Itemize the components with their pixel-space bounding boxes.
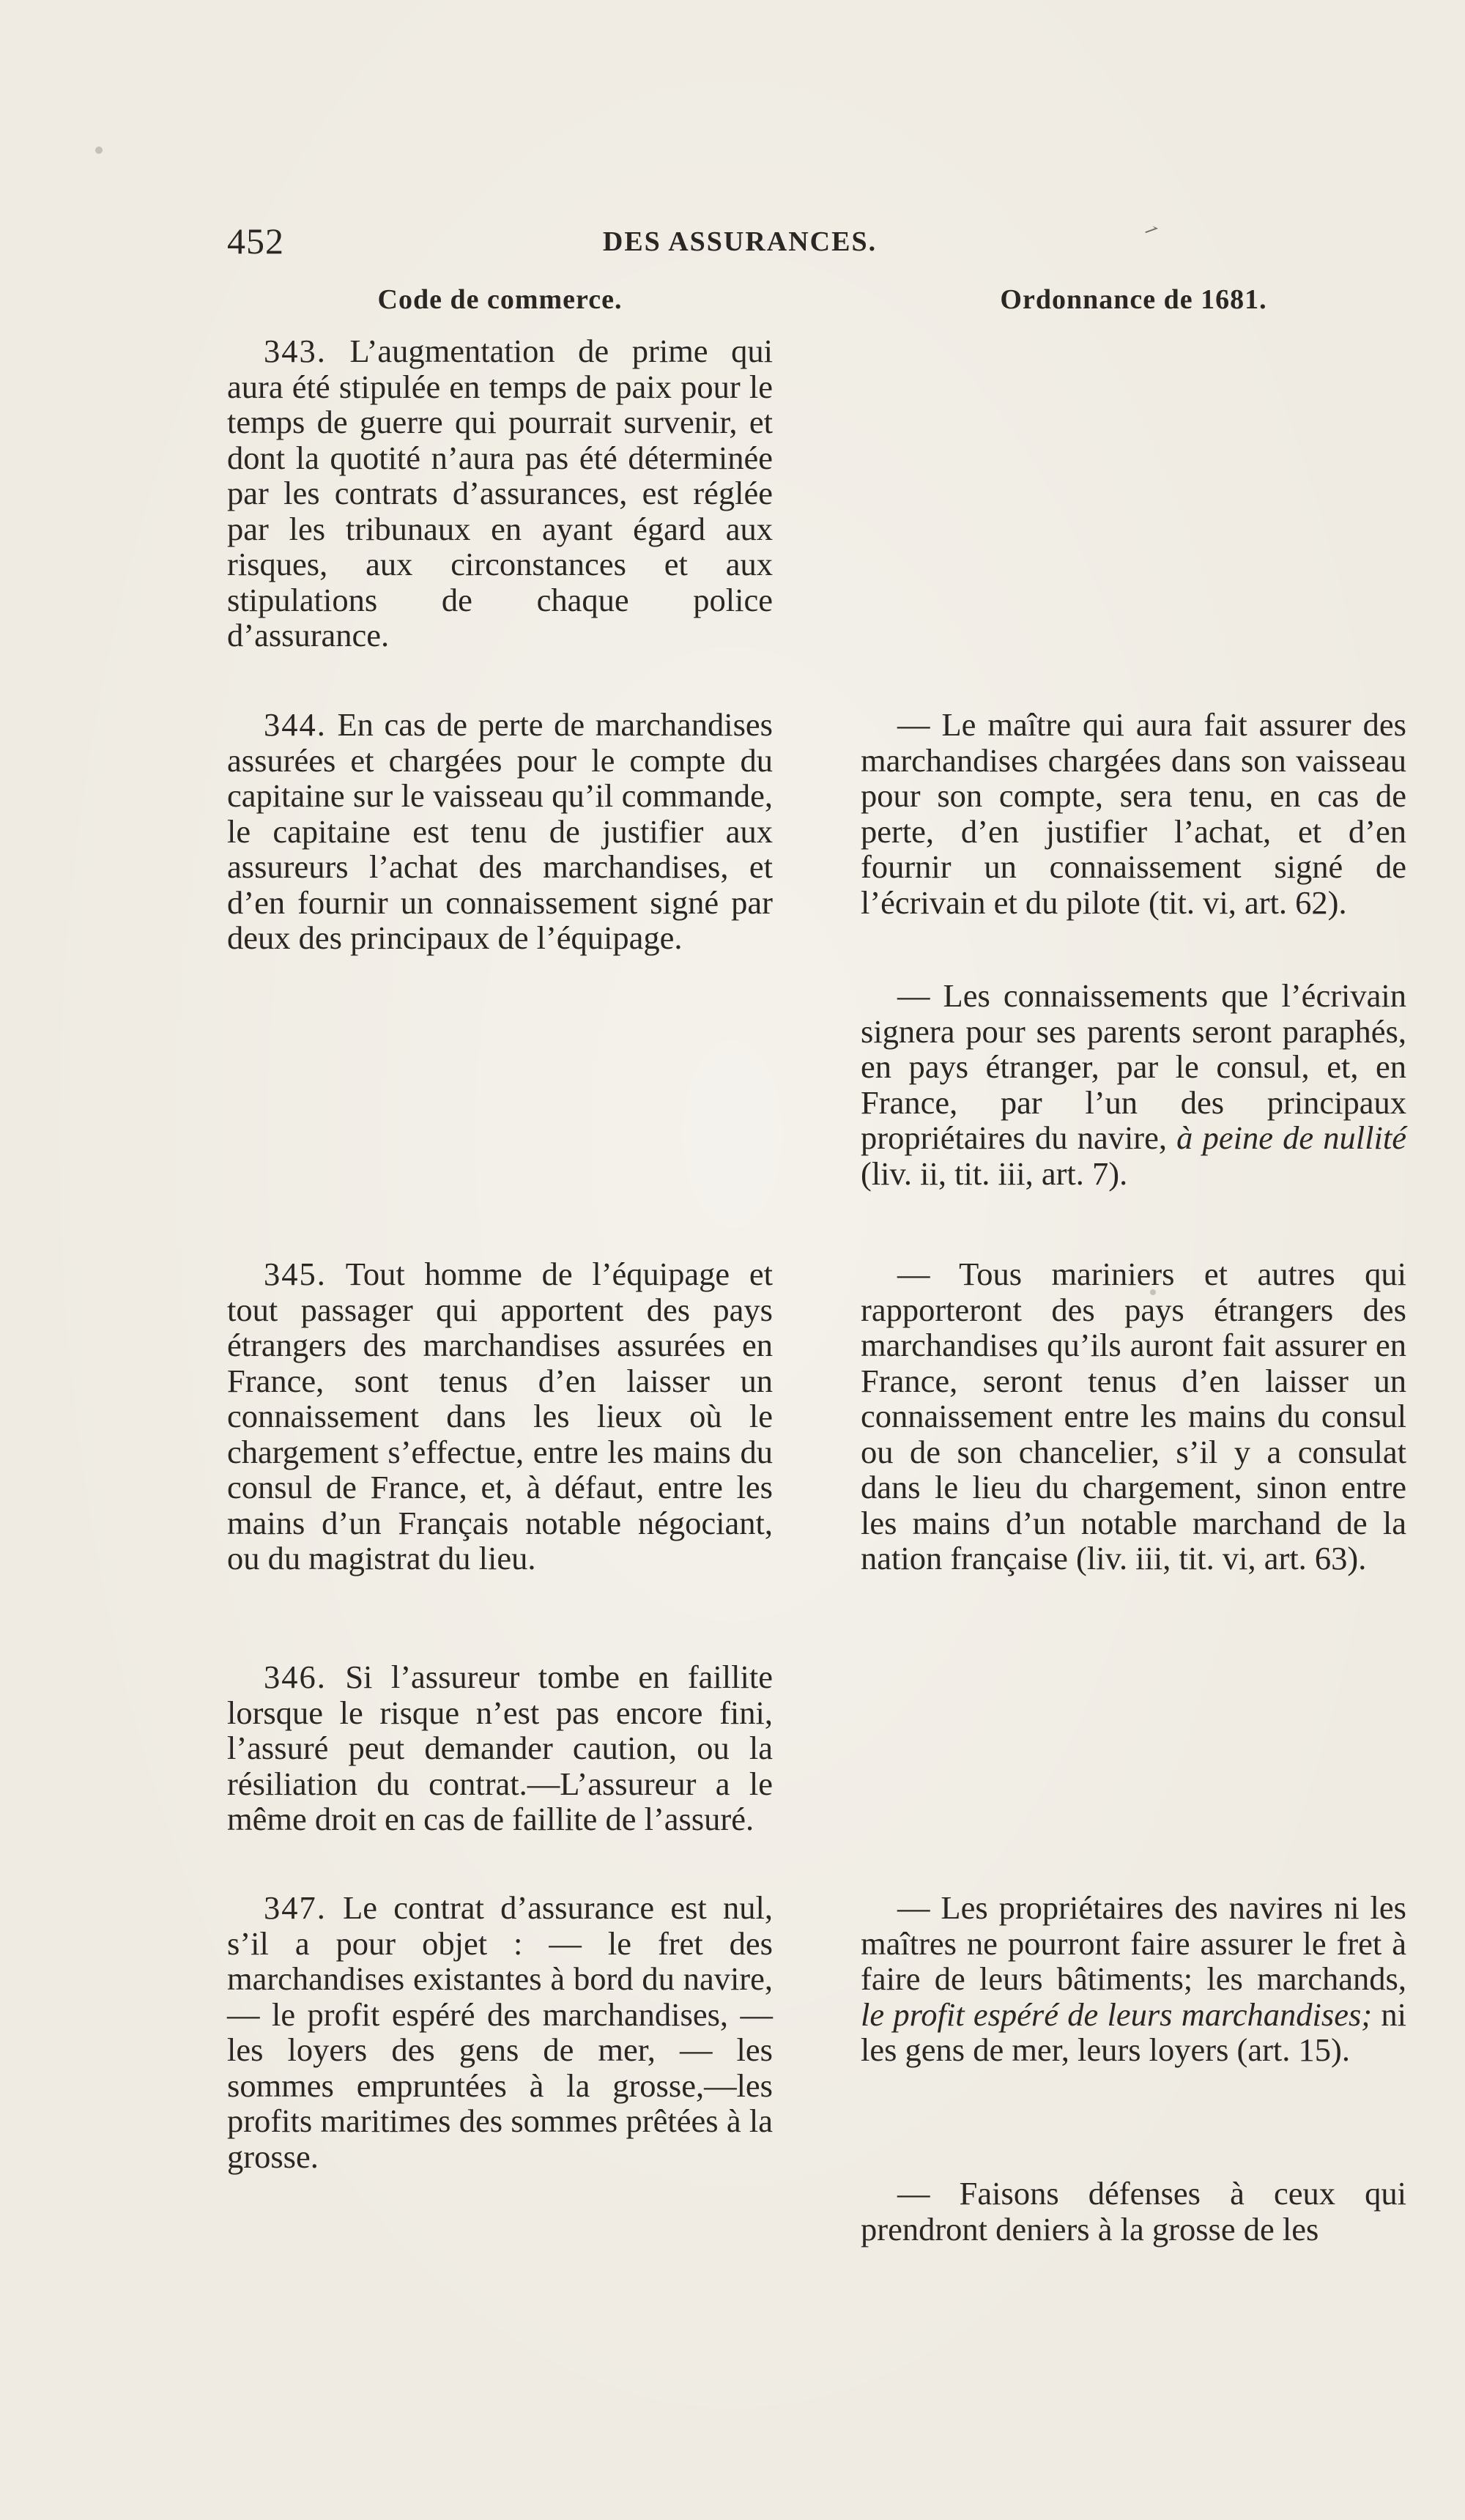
article-343 — [227, 333, 773, 653]
paper-spot — [95, 147, 103, 154]
article-text: En cas de perte de marchandises assurées et chargées pour le compte du capitaine sur le vaisseau qu’il commande, le capitaine est tenu de justifier aux assureurs l’achat des marchandises, et d’en fournir un connaissement signé par deux des principaux de l’équipage. — [227, 706, 773, 956]
ordonnance-paragraph: — Le maître qui aura fait assurer des marchandises chargées dans son vaisseau pour son compte, sera tenu, en cas de perte, d’en justifier l’achat, et d’en fournir un connaissement signé de l’écrivain et du pilote (tit. vi, art. 62). — [861, 706, 1406, 921]
article-text: Tout homme de l’équipage et tout passager qui apportent des pays étrangers des marchandises assurées en France, sont tenus d’en laisser un connaissement dans les lieux où le chargement s’effectue, entre les mains du consul de France, et, à défaut, entre les mains d’un Français notable négociant, ou du magistrat du lieu. — [227, 1256, 773, 1576]
article-text: Si l’assureur tombe en faillite lorsque le risque n’est pas encore fini, l’assuré peut demander caution, ou la résiliation du contrat.—L’assureur a le même droit en cas de faillite de l’assuré. — [227, 1659, 773, 1837]
running-head — [227, 220, 1253, 264]
ordonnance-paragraph: — Les connaissements que l’écrivain signera pour ses parents seront paraphés, en pays étranger, par le consul, et, en France, par l’un des principaux propriétaires du navire, à peine de nullité (liv. ii, tit. iii, art. 7). — [861, 977, 1406, 1192]
left-column-code-de-commerce — [227, 282, 774, 2175]
article-number: 345. — [264, 1256, 327, 1292]
article-number: 346. — [264, 1659, 327, 1695]
article-text: Le contrat d’assurance est nul, s’il a pour objet : — le fret des marchandises existantes à bord du navire, — le profit espéré des marchandises, — les loyers des gens de mer, — les sommes empruntées à la grosse,—les profits maritimes des sommes prêtées à la grosse. — [227, 1889, 774, 2175]
article-345 — [227, 1256, 773, 1576]
article-346 — [227, 1659, 773, 1837]
article-344 — [227, 707, 773, 956]
ordonnance-paragraph: — Faisons défenses à ceux qui prendront deniers à la grosse de les — [861, 2175, 1406, 2247]
page-number: 452 — [227, 220, 284, 262]
printer-mark-icon: ⇀ — [1141, 219, 1162, 242]
article-number: 347. — [264, 1889, 327, 1926]
left-column-heading: Code de commerce. — [377, 284, 623, 315]
italic-phrase: le profit espéré de leurs marchandises; — [861, 1995, 1373, 2033]
page-title: DES ASSURANCES. — [602, 226, 878, 257]
article-number: 344. — [264, 706, 327, 743]
ordonnance-paragraph: — Les propriétaires des navires ni les maîtres ne pourront faire assurer le fret à faire de leurs bâtiments; les marchands, le profit espéré de leurs marchandises; ni les gens de mer, leurs loyers (art. 15). — [861, 1889, 1406, 2068]
article-number: 343. — [264, 333, 327, 369]
ordonnance-paragraph: — Tous mariniers et autres qui rapporteront des pays étrangers des marchandises qu’ils auront fait assurer en France, seront tenus d’en laisser un connaissement entre les mains du consul ou de son chancelier, s’il y a consulat dans le lieu du chargement, sinon entre les mains d’un notable marchand de la nation française (liv. iii, tit. vi, art. 63). — [861, 1256, 1406, 1576]
paper-spot — [1150, 1289, 1156, 1295]
right-column-ordonnance-1681 — [861, 282, 1406, 2247]
italic-phrase: à peine de nullité — [1176, 1119, 1406, 1156]
article-347 — [227, 1890, 773, 2174]
article-text: L’augmentation de prime qui aura été stipulée en temps de paix pour le temps de guerre qui pourrait survenir, et dont la quotité n’aura pas été déterminée par les contrats d’assurances, est réglée par les tribunaux en ayant égard aux risques, aux circonstances et aux stipulations de chaque police d’assurance. — [227, 333, 774, 653]
right-column-heading: Ordonnance de 1681. — [1000, 284, 1267, 315]
